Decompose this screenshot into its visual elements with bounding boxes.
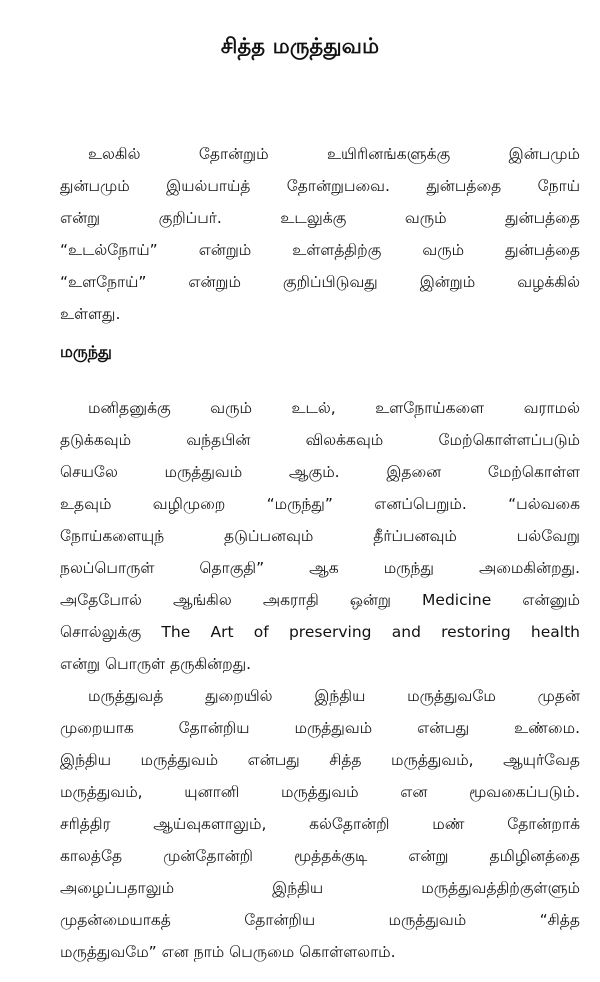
text-line: சரித்திர ஆய்வுகளாலும், கல்தோன்றி மண் தோன்றாக்	[60, 815, 580, 833]
text-line: “உளநோய்” என்றும் குறிப்பிடுவது இன்றும் வழக்கில்	[60, 273, 580, 291]
text-line: அழைப்பதாலும் இந்திய மருத்துவத்திற்குள்ளும்	[60, 879, 580, 897]
text-line: என்று பொருள் தருகின்றது.	[60, 655, 252, 673]
text-line: முறையாக தோன்றிய மருத்துவம் என்பது உண்மை.	[60, 719, 580, 737]
text-line: என்று குறிப்பர். உடலுக்கு வரும் துன்பத்தை	[60, 209, 580, 227]
paragraph-intro	[60, 138, 580, 330]
text-line: தடுக்கவும் வந்தபின் விலக்கவும் மேற்கொள்ளப்படும்	[60, 431, 580, 449]
text-line: “உடல்நோய்” என்றும் உள்ளத்திற்கு வரும் துன்பத்தை	[60, 241, 580, 259]
text-line: இந்திய மருத்துவம் என்பது சித்த மருத்துவம், ஆயுர்வேத	[60, 751, 580, 769]
text-line: சொல்லுக்கு The Art of preserving and restoring health	[60, 623, 580, 641]
text-line: மனிதனுக்கு வரும் உடல், உளநோய்களை வராமல்	[88, 399, 580, 417]
text-line: அதேபோல் ஆங்கில அகராதி ஒன்று Medicine என்னும்	[60, 591, 580, 609]
text-line: நோய்களையுந் தடுப்பனவும் தீர்ப்பனவும் பல்வேறு	[60, 527, 580, 545]
text-line: உதவும் வழிமுறை “மருந்து” எனப்பெறும். “பல்வகை	[60, 495, 580, 513]
text-line: உலகில் தோன்றும் உயிரினங்களுக்கு இன்பமும்	[88, 145, 580, 163]
text-line: முதன்மையாகத் தோன்றிய மருத்துவம் “சித்த	[60, 911, 580, 929]
text-line: மருத்துவமே” என நாம் பெருமை கொள்ளலாம்.	[60, 943, 396, 961]
text-line: காலத்தே முன்தோன்றி மூத்தக்குடி என்று தமிழினத்தை	[60, 847, 580, 865]
paragraph-indian-medicine	[60, 680, 580, 968]
section-heading: மருந்து	[60, 342, 112, 361]
text-line: துன்பமும் இயல்பாய்த் தோன்றுபவை. துன்பத்தை நோய்	[60, 177, 580, 195]
page-title: சித்த மருத்துவம்	[220, 34, 380, 58]
paragraph-medicine	[60, 392, 580, 680]
text-line: மருத்துவத் துறையில் இந்திய மருத்துவமே முதன்	[88, 687, 580, 705]
text-line: செயலே மருத்துவம் ஆகும். இதனை மேற்கொள்ள	[60, 463, 580, 481]
text-line: உள்ளது.	[60, 305, 121, 323]
text-line: நலப்பொருள் தொகுதி” ஆக மருந்து அமைகின்றது.	[60, 559, 580, 577]
text-line: மருத்துவம், யுனானி மருத்துவம் என மூவகைப்படும்.	[60, 783, 580, 801]
